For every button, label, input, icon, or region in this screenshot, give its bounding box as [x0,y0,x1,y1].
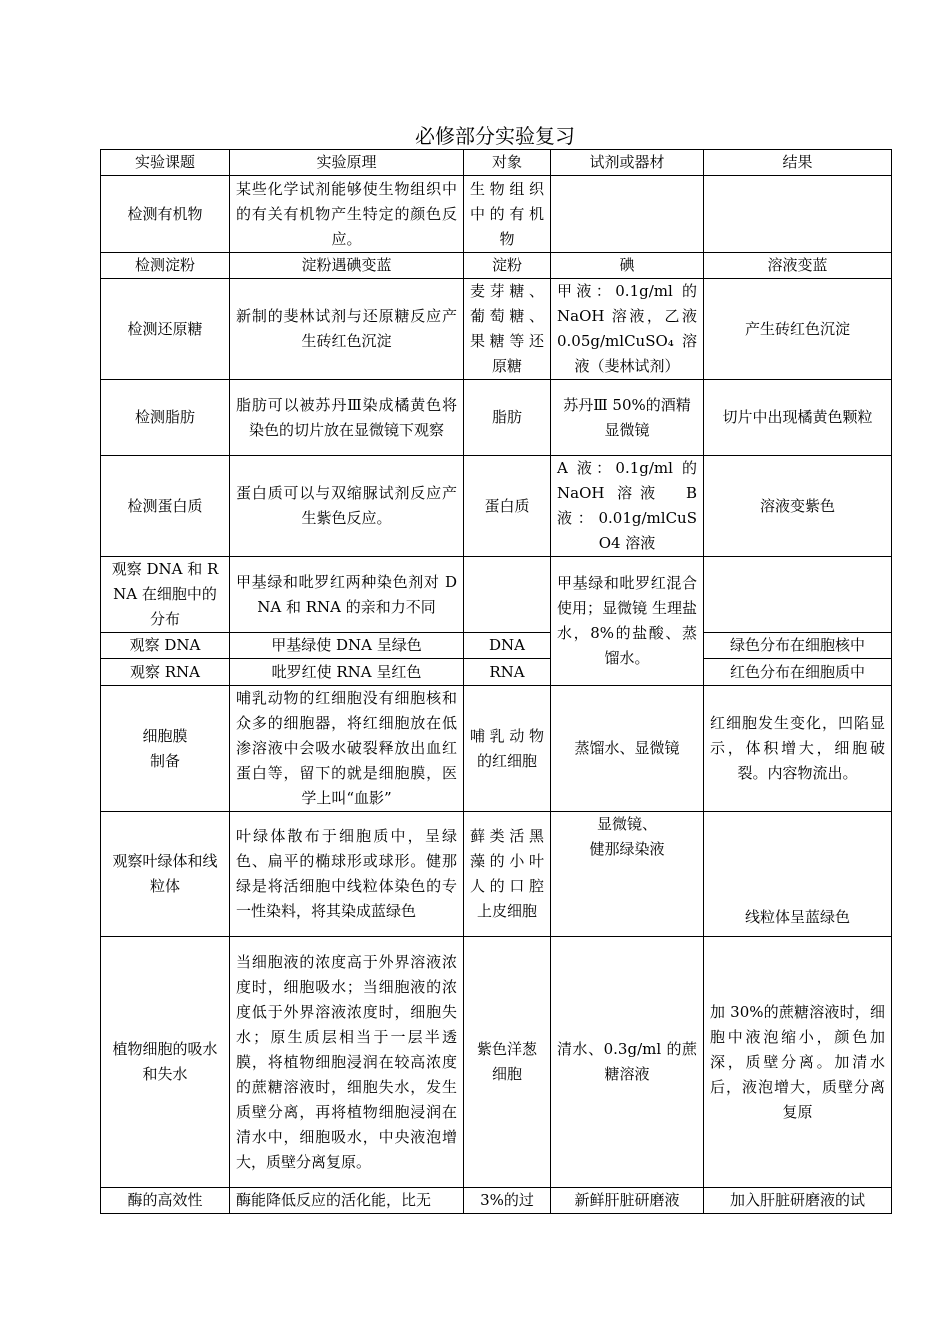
reagent-cell: A 液：0.1g/ml 的 NaOH 溶液 B 液：0.01g/mlCuSO4 溶液 [551,456,704,557]
object-cell: 淀粉 [464,253,551,279]
result-cell [704,176,892,253]
table-row [101,686,892,812]
reagent-line: 健那绿染液 [589,840,665,858]
header-cell: 结果 [704,150,892,176]
principle-cell: 淀粉遇碘变蓝 [230,253,464,279]
topic-line: 细胞膜 [142,726,188,745]
table-row [101,456,892,557]
topic-cell: 观察 DNA 和 RNA 在细胞中的分布 [101,557,230,633]
experiment-table [100,149,892,1214]
principle-cell: 某些化学试剂能够使生物组织中的有关有机物产生特定的颜色反应。 [230,176,464,253]
header-cell: 试剂或器材 [551,150,704,176]
header-cell: 对象 [464,150,551,176]
object-cell: DNA [464,633,551,659]
object-cell: 生物组织中的有机物 [464,176,551,253]
topic-cell: 检测淀粉 [101,253,230,279]
result-cell: 红色分布在细胞质中 [704,659,892,686]
principle-cell: 新制的斐林试剂与还原糖反应产生砖红色沉淀 [230,279,464,380]
object-cell: 藓类活黑藻的小叶人的口腔上皮细胞 [464,812,551,937]
principle-cell: 吡罗红使 RNA 呈红色 [230,659,464,686]
object-cell: 紫色洋葱细胞 [464,937,551,1188]
principle-cell: 叶绿体散布于细胞质中，呈绿色、扁平的椭球形或球形。健那绿是将活细胞中线粒体染色的专一性染料，将其染成蓝绿色 [230,812,464,937]
result-cell: 线粒体呈蓝绿色 [704,812,892,937]
table-row [101,659,892,686]
principle-cell: 脂肪可以被苏丹Ⅲ染成橘黄色将染色的切片放在显微镜下观察 [230,380,464,456]
object-cell: 脂肪 [464,380,551,456]
table-row [101,812,892,937]
result-cell: 红细胞发生变化，凹陷显示，体积增大，细胞破裂。内容物流出。 [704,686,892,812]
table-row [101,557,892,633]
topic-cell [101,686,230,812]
reagent-cell [551,380,704,456]
topic-cell: 观察叶绿体和线粒体 [101,812,230,937]
reagent-cell: 甲液：0.1g/ml 的 NaOH 溶液，乙液 0.05g/mlCuSO₄溶液（斐林试剂） [551,279,704,380]
topic-line: 制备 [149,751,180,770]
table-row [101,279,892,380]
result-cell [704,557,892,633]
header-cell: 实验课题 [101,150,230,176]
topic-cell: 观察 RNA [101,659,230,686]
reagent-line: 苏丹Ⅲ 50%的酒精 [563,395,691,414]
table-row [101,937,892,1188]
result-cell: 溶液变紫色 [704,456,892,557]
table-header-row [101,150,892,176]
principle-cell: 甲基绿使 DNA 呈绿色 [230,633,464,659]
reagent-cell: 新鲜肝脏研磨液 [551,1188,704,1214]
table-row [101,633,892,659]
topic-cell: 植物细胞的吸水和失水 [101,937,230,1188]
reagent-cell: 蒸馏水、显微镜 [551,686,704,812]
topic-cell: 检测蛋白质 [101,456,230,557]
table-row [101,253,892,279]
object-cell: 麦芽糖、葡萄糖、果糖等还原糖 [464,279,551,380]
object-cell: 哺乳动物的红细胞 [464,686,551,812]
reagent-cell [551,812,704,937]
table-row [101,380,892,456]
principle-cell: 甲基绿和吡罗红两种染色剂对 DNA 和 RNA 的亲和力不同 [230,557,464,633]
object-cell: RNA [464,659,551,686]
reagent-cell [551,176,704,253]
header-cell: 实验原理 [230,150,464,176]
topic-cell: 观察 DNA [101,633,230,659]
topic-cell: 检测还原糖 [101,279,230,380]
reagent-cell: 甲基绿和吡罗红混合使用；显微镜 生理盐水，8%的盐酸、蒸馏水。 [551,557,704,686]
topic-cell: 酶的高效性 [101,1188,230,1214]
principle-cell: 哺乳动物的红细胞没有细胞核和众多的细胞器，将红细胞放在低渗溶液中会吸水破裂释放出血红蛋白等，留下的就是细胞膜，医学上叫“血影” [230,686,464,812]
result-cell: 加入肝脏研磨液的试 [704,1188,892,1214]
object-cell: 3%的过 [464,1188,551,1214]
reagent-line: 显微镜 [604,420,650,439]
reagent-line: 显微镜、 [596,815,657,833]
object-cell [464,557,551,633]
principle-cell: 当细胞液的浓度高于外界溶液浓度时，细胞吸水；当细胞液的浓度低于外界溶液浓度时，细胞失水；原生质层相当于一层半透膜，将植物细胞浸润在较高浓度的蔗糖溶液时，细胞失水，发生质壁分离，再将植物细胞浸润在清水中，细胞吸水，中央液泡增大，质壁分离复原。 [230,937,464,1188]
result-cell: 产生砖红色沉淀 [704,279,892,380]
result-cell: 加 30%的蔗糖溶液时，细胞中液泡缩小，颜色加深，质壁分离。加清水后，液泡增大，质壁分离复原 [704,937,892,1188]
result-cell: 切片中出现橘黄色颗粒 [704,380,892,456]
result-cell: 绿色分布在细胞核中 [704,633,892,659]
result-cell: 溶液变蓝 [704,253,892,279]
topic-cell: 检测脂肪 [101,380,230,456]
table-row [101,176,892,253]
principle-cell: 蛋白质可以与双缩脲试剂反应产生紫色反应。 [230,456,464,557]
object-cell: 蛋白质 [464,456,551,557]
principle-cell: 酶能降低反应的活化能，比无 [230,1188,464,1214]
topic-cell: 检测有机物 [101,176,230,253]
reagent-cell: 清水、0.3g/ml 的蔗糖溶液 [551,937,704,1188]
table-row [101,1188,892,1214]
page-title: 必修部分实验复习 [415,124,575,148]
reagent-cell: 碘 [551,253,704,279]
